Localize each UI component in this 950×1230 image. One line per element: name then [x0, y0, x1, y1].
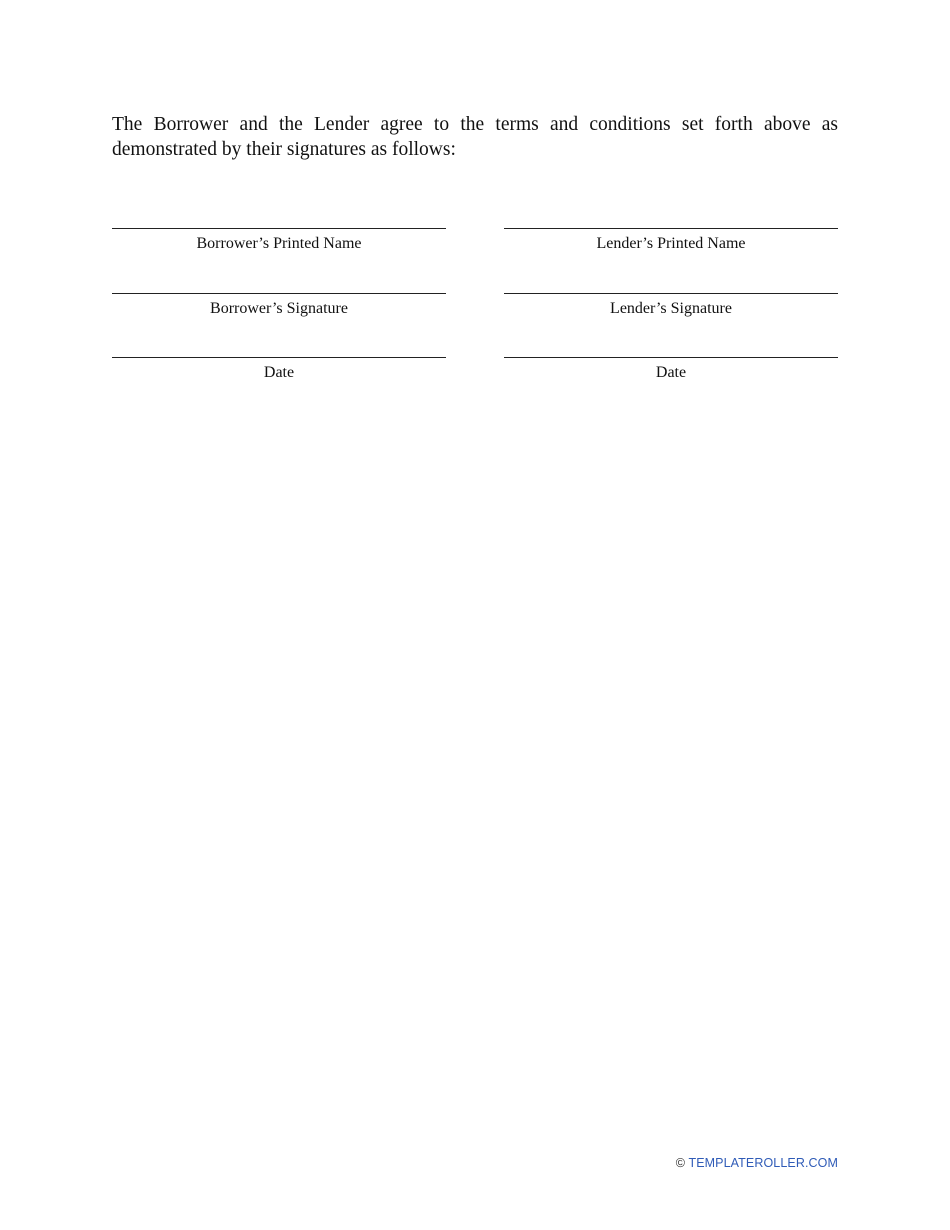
lender-printed-name-field [504, 228, 838, 293]
borrower-date-field [112, 357, 446, 422]
signature-line [112, 293, 446, 294]
signature-line [504, 228, 838, 229]
agreement-statement: The Borrower and the Lender agree to the terms and conditions set forth above as demonstrated by their signatures as follows: [112, 114, 838, 160]
field-label: Borrower’s Signature [210, 299, 348, 317]
field-label: Lender’s Signature [610, 299, 732, 317]
lender-signature-field [504, 293, 838, 358]
signature-line [504, 293, 838, 294]
field-label: Lender’s Printed Name [596, 235, 746, 252]
signature-line [112, 228, 446, 229]
lender-date-field [504, 357, 838, 422]
brand-link[interactable]: TEMPLATEROLLER.COM [688, 1156, 838, 1170]
copyright-symbol: © [675, 1156, 685, 1170]
lender-signature-block [504, 228, 838, 422]
borrower-signature-field [112, 293, 446, 358]
borrower-signature-block [112, 228, 446, 422]
signature-line [112, 357, 446, 358]
field-label: Date [655, 364, 687, 381]
borrower-printed-name-field [112, 228, 446, 293]
field-label: Borrower’s Printed Name [196, 235, 362, 252]
footer-credit [676, 1155, 838, 1171]
field-label: Date [263, 364, 295, 381]
signature-line [504, 357, 838, 358]
